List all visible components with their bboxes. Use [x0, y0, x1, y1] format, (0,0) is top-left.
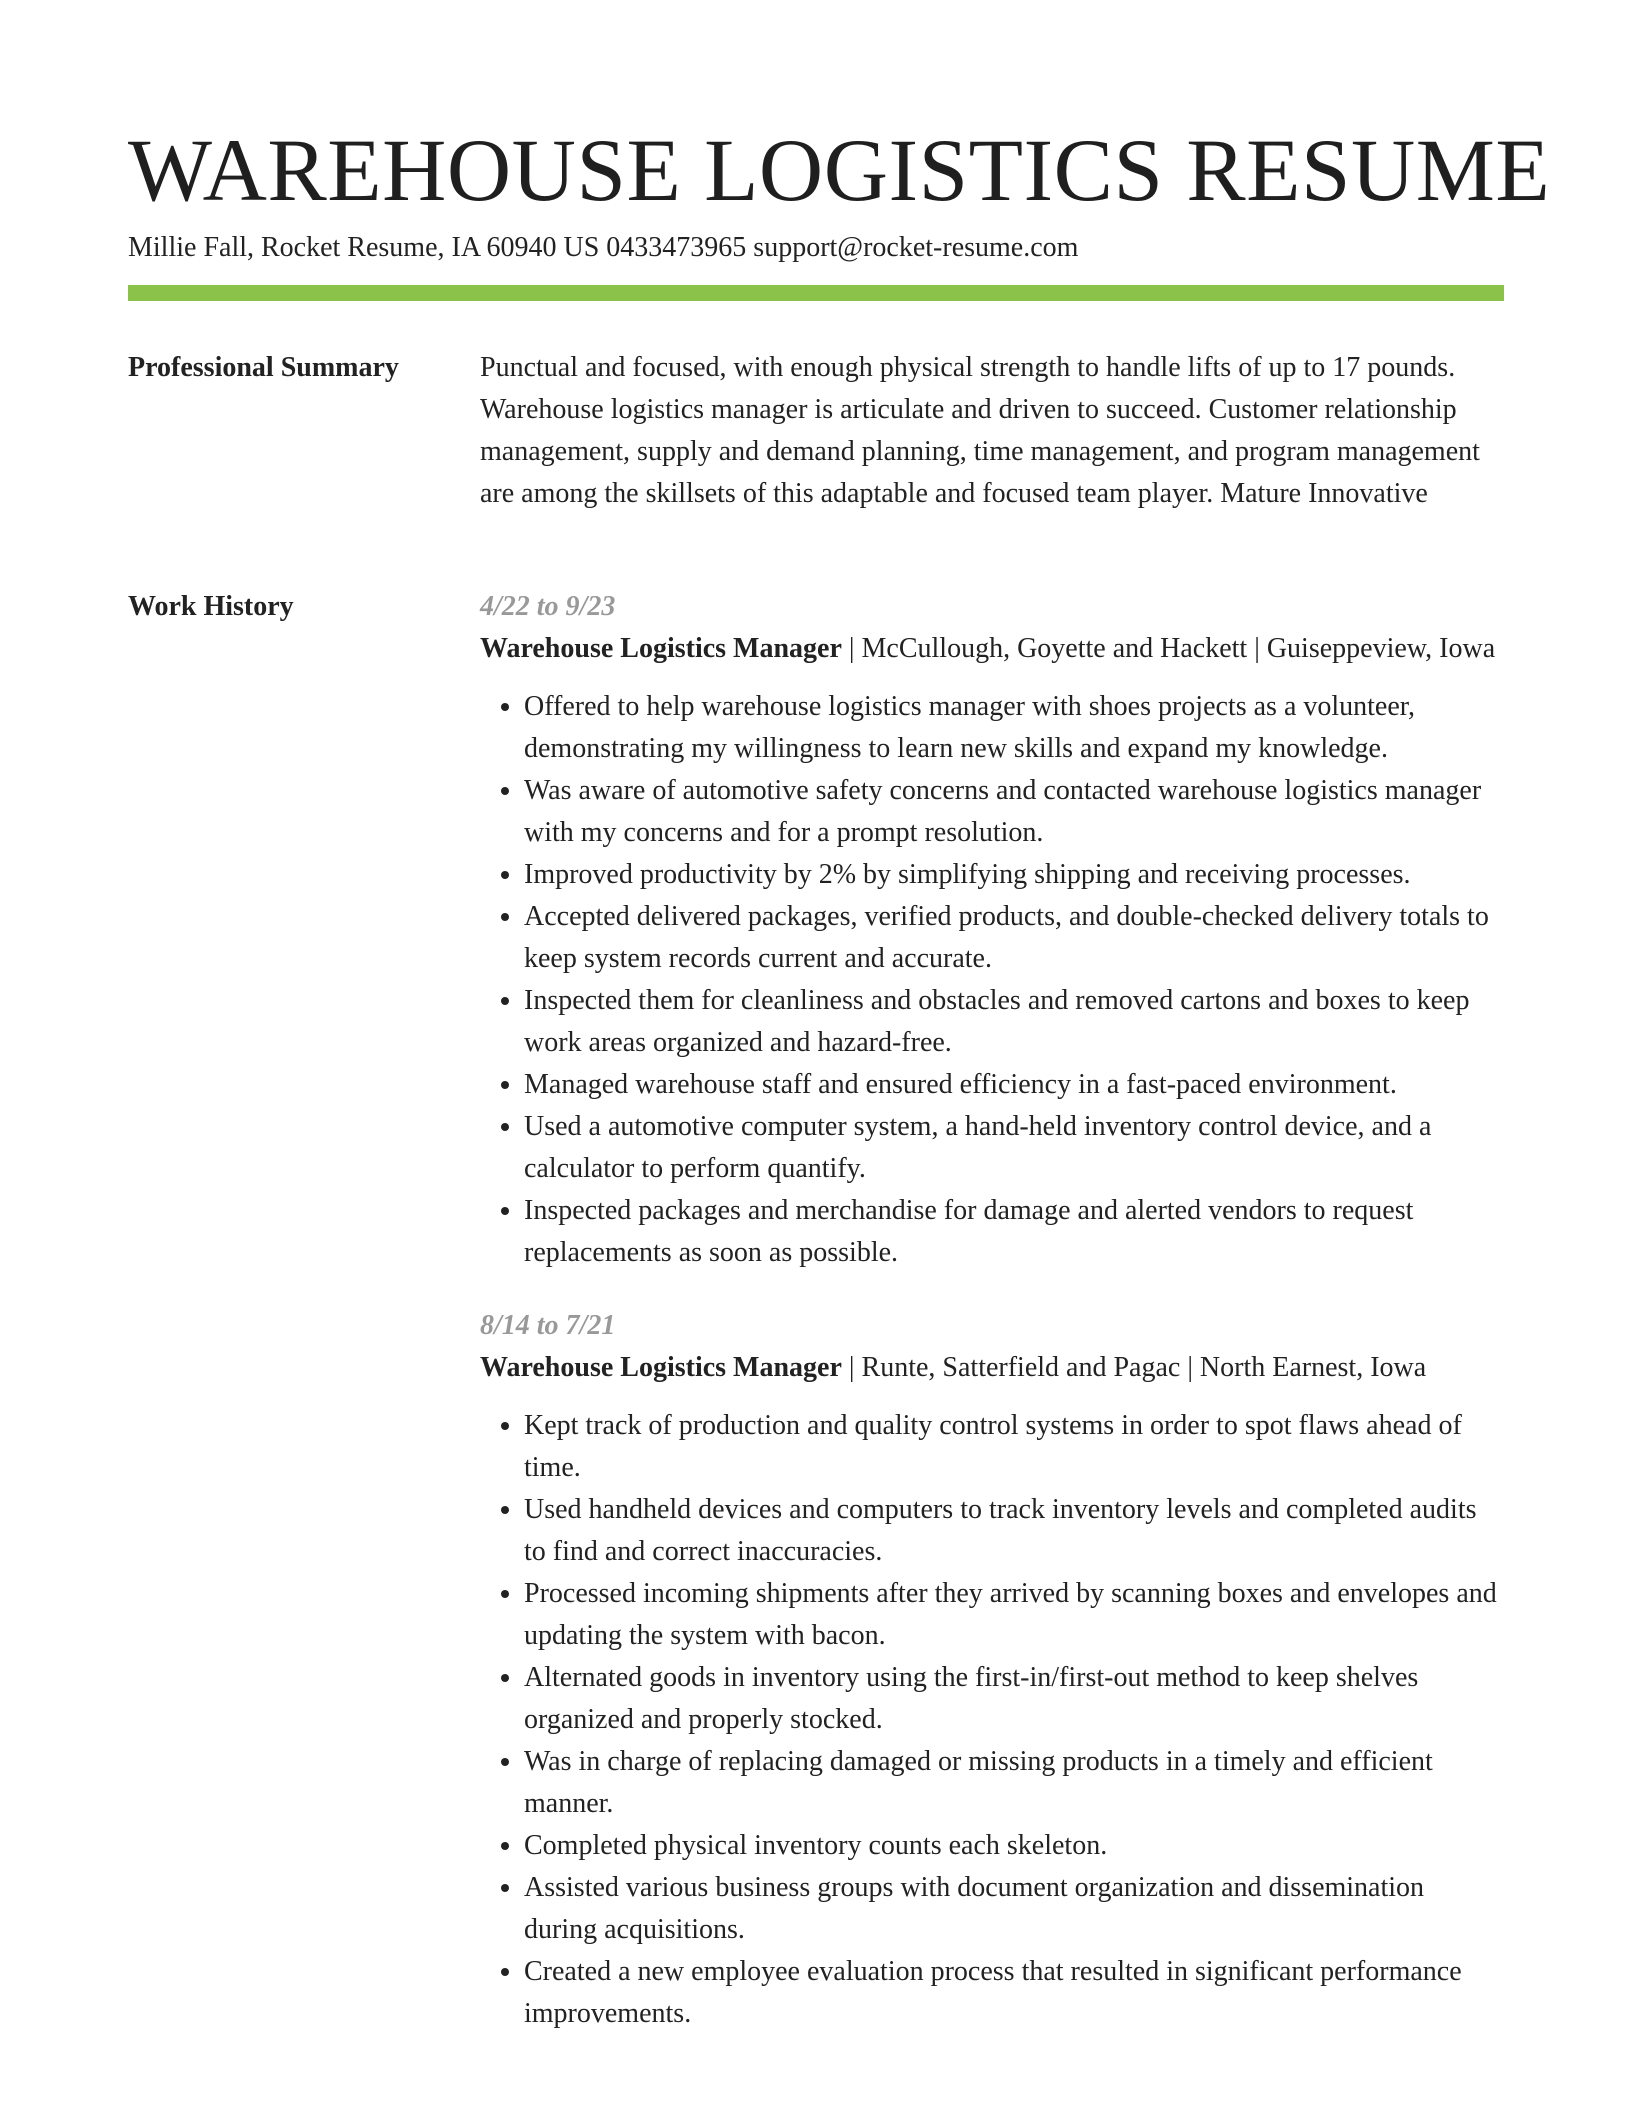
job-bullet: • Inspected them for cleanliness and obstacles and removed cartons and boxes to keep work areas organized and hazard-free. [524, 980, 1504, 1064]
job-bullet: • Used a automotive computer system, a hand-held inventory control device, and a calculator to perform quantify. [524, 1106, 1504, 1190]
job-dates: 8/14 to 7/21 [480, 1310, 616, 1341]
job-details: | McCullough, Goyette and Hackett | Guiseppeview, Iowa [841, 633, 1496, 664]
job-bullet: • Used handheld devices and computers to track inventory levels and completed audits to find and correct inaccuracies. [524, 1489, 1504, 1573]
job-dates: 4/22 to 9/23 [480, 591, 616, 622]
summary-body [480, 347, 1504, 515]
job-bullet: • Created a new employee evaluation process that resulted in significant performance improvements. [524, 1951, 1504, 2035]
job-title: Warehouse Logistics Manager [480, 633, 842, 664]
job-heading [480, 1347, 1504, 1389]
job-entry [480, 586, 1504, 1274]
contact-line: Millie Fall, Rocket Resume, IA 60940 US 0433473965 support@rocket-resume.com [128, 232, 1079, 263]
job-bullet: • Offered to help warehouse logistics manager with shoes projects as a volunteer, demonstrating my willingness to learn new skills and expand my knowledge. [524, 686, 1504, 770]
job-title: Warehouse Logistics Manager [480, 1352, 842, 1383]
job-bullet: • Accepted delivered packages, verified products, and double-checked delivery totals to keep system records current and accurate. [524, 896, 1504, 980]
job-bullet: • Managed warehouse staff and ensured efficiency in a fast-paced environment. [524, 1064, 1504, 1106]
job-bullet: • Completed physical inventory counts each skeleton. [524, 1825, 1504, 1867]
resume-title: WAREHOUSE LOGISTICS RESUME [128, 122, 1551, 220]
job-bullet: • Processed incoming shipments after they arrived by scanning boxes and envelopes and updating the system with bacon. [524, 1573, 1504, 1657]
job-entry [480, 1305, 1504, 2035]
job-heading [480, 628, 1504, 670]
summary-text: Punctual and focused, with enough physical strength to handle lifts of up to 17 pounds. Warehouse logistics manager is articulate and driven to succeed. Customer relationship management, supply and demand planning, time management, and program management are among the skillsets of this adaptable and focused team player. Mature Innovative [480, 352, 1480, 509]
job-bullets [480, 686, 1504, 1274]
job-bullet: • Improved productivity by 2% by simplifying shipping and receiving processes. [524, 854, 1504, 896]
section-label-work-history: Work History [128, 591, 294, 622]
job-details: | Runte, Satterfield and Pagac | North Earnest, Iowa [841, 1352, 1427, 1383]
job-bullet: • Was aware of automotive safety concerns and contacted warehouse logistics manager with my concerns and for a prompt resolution. [524, 770, 1504, 854]
job-bullet: • Inspected packages and merchandise for damage and alerted vendors to request replacements as soon as possible. [524, 1190, 1504, 1274]
job-bullet: • Was in charge of replacing damaged or missing products in a timely and efficient manner. [524, 1741, 1504, 1825]
job-bullet: • Kept track of production and quality control systems in order to spot flaws ahead of time. [524, 1405, 1504, 1489]
job-bullet: • Assisted various business groups with document organization and dissemination during acquisitions. [524, 1867, 1504, 1951]
section-label-summary: Professional Summary [128, 352, 399, 383]
job-bullets [480, 1405, 1504, 2035]
header-divider [128, 285, 1504, 301]
job-bullet: • Alternated goods in inventory using the first-in/first-out method to keep shelves organized and properly stocked. [524, 1657, 1504, 1741]
work-history-body [480, 586, 1504, 2035]
